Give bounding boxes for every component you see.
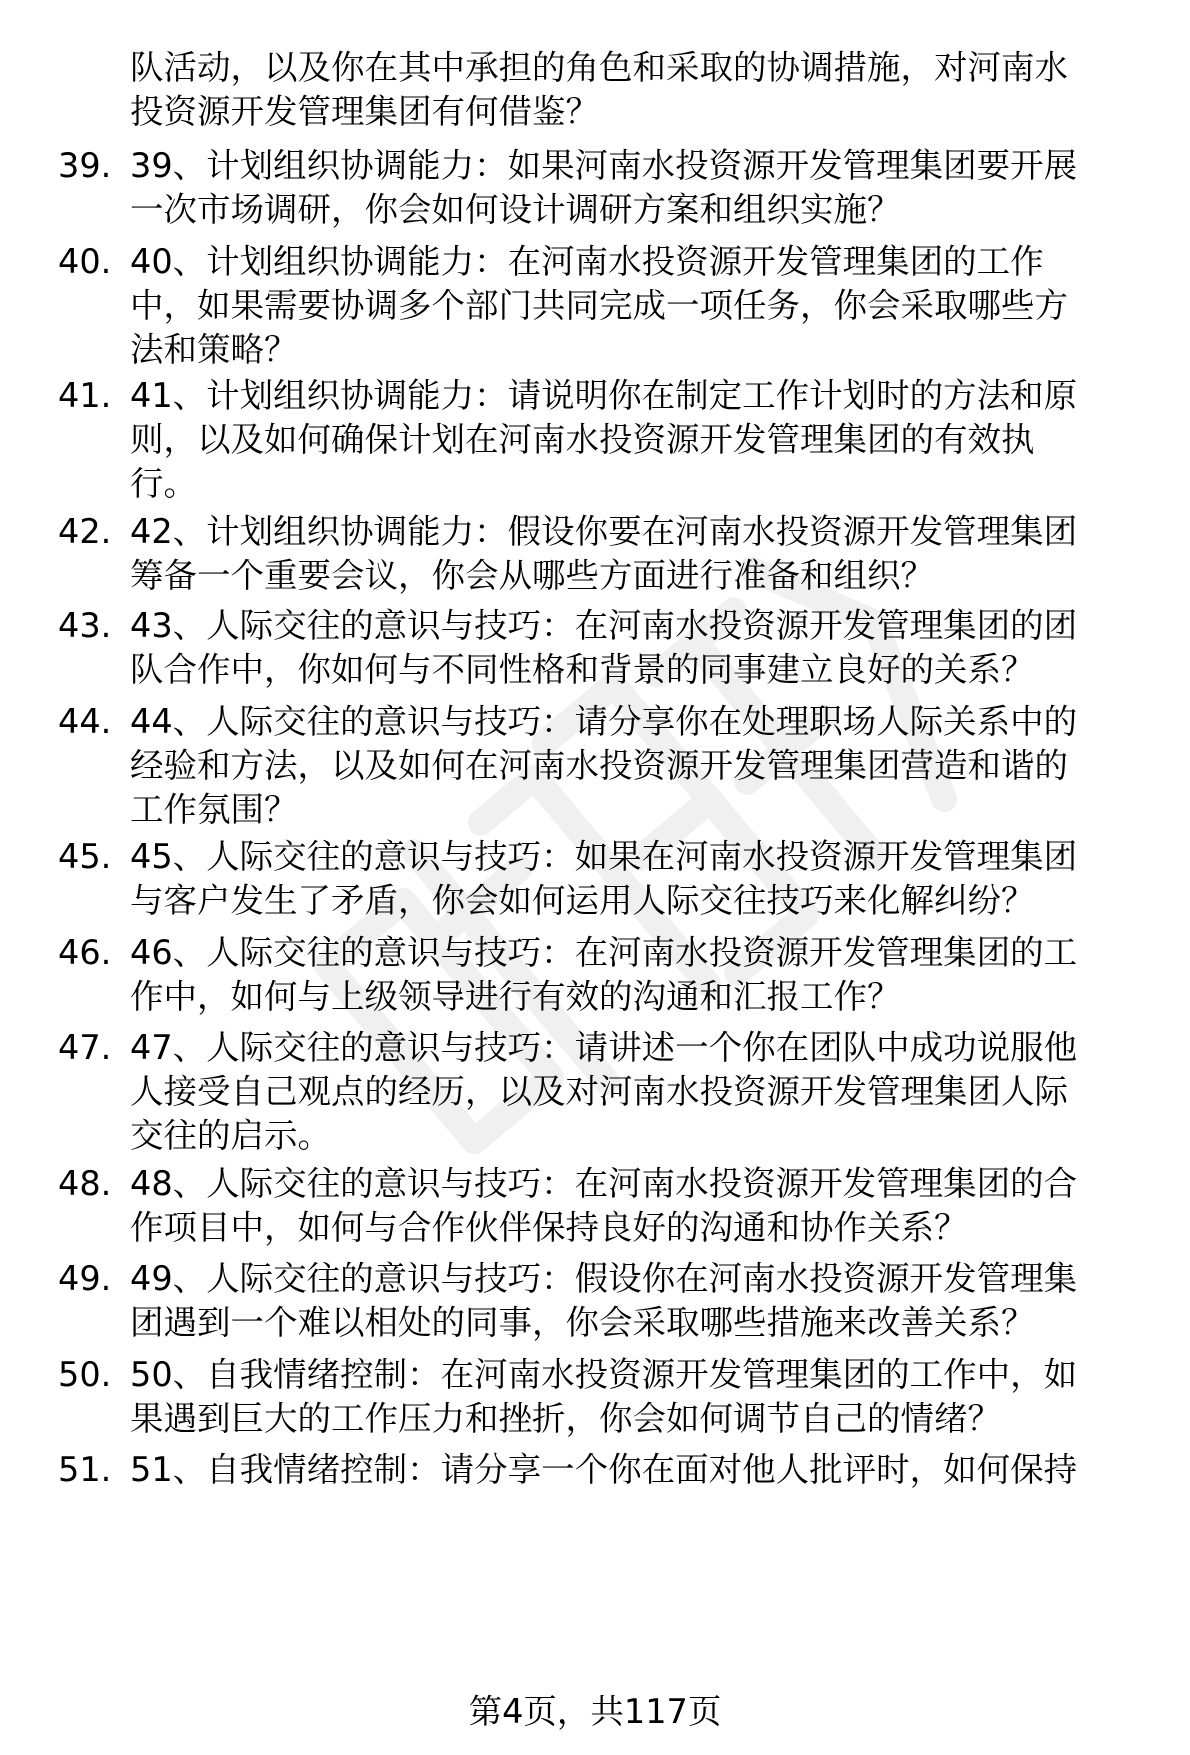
item-text-line: 41、计划组织协调能力：请说明你在制定工作计划时的方法和原	[130, 376, 1078, 415]
item-text-line: 与客户发生了矛盾，你会如何运用人际交往技巧来化解纠纷？	[130, 881, 1035, 920]
continuation-line: 队活动，以及你在其中承担的角色和采取的协调措施，对河南水	[130, 48, 1068, 87]
item-text-line: 48、人际交往的意识与技巧：在河南水投资源开发管理集团的合	[130, 1164, 1078, 1203]
item-number: 51.	[58, 1450, 112, 1489]
item-number: 39.	[58, 146, 112, 185]
item-number: 46.	[58, 933, 112, 972]
item-text-line: 40、计划组织协调能力：在河南水投资源开发管理集团的工作	[130, 242, 1044, 281]
item-number: 47.	[58, 1028, 112, 1067]
item-text-line: 50、自我情绪控制：在河南水投资源开发管理集团的工作中，如	[130, 1355, 1078, 1394]
item-text-line: 队合作中，你如何与不同性格和背景的同事建立良好的关系？	[130, 650, 1035, 689]
item-text-line: 作项目中，如何与合作伙伴保持良好的沟通和协作关系？	[130, 1208, 968, 1247]
item-text-line: 中，如果需要协调多个部门共同完成一项任务，你会采取哪些方	[130, 286, 1068, 325]
item-text-line: 交往的启示。	[130, 1116, 331, 1155]
item-number: 45.	[58, 837, 112, 876]
item-number: 42.	[58, 512, 112, 551]
item-text-line: 果遇到巨大的工作压力和挫折，你会如何调节自己的情绪？	[130, 1399, 1001, 1438]
item-text-line: 作中，如何与上级领导进行有效的沟通和汇报工作？	[130, 977, 901, 1016]
continuation-line: 投资源开发管理集团有何借鉴？	[130, 92, 599, 131]
item-number: 50.	[58, 1355, 112, 1394]
item-text-line: 43、人际交往的意识与技巧：在河南水投资源开发管理集团的团	[130, 606, 1078, 645]
item-text-line: 49、人际交往的意识与技巧：假设你在河南水投资源开发管理集	[130, 1259, 1078, 1298]
item-text-line: 工作氛围？	[130, 790, 298, 829]
item-number: 44.	[58, 702, 112, 741]
item-text-line: 团遇到一个难以相处的同事，你会采取哪些措施来改善关系？	[130, 1303, 1035, 1342]
item-text-line: 则，以及如何确保计划在河南水投资源开发管理集团的有效执	[130, 420, 1035, 459]
item-number: 48.	[58, 1164, 112, 1203]
item-text-line: 法和策略？	[130, 330, 298, 369]
item-text-line: 人接受自己观点的经历，以及对河南水投资源开发管理集团人际	[130, 1072, 1068, 1111]
item-text-line: 一次市场调研，你会如何设计调研方案和组织实施？	[130, 190, 901, 229]
item-text-line: 44、人际交往的意识与技巧：请分享你在处理职场人际关系中的	[130, 702, 1078, 741]
item-text-line: 行。	[130, 464, 197, 503]
item-text-line: 39、计划组织协调能力：如果河南水投资源开发管理集团要开展	[130, 146, 1078, 185]
item-text-line: 42、计划组织协调能力：假设你要在河南水投资源开发管理集团	[130, 512, 1078, 551]
item-number: 49.	[58, 1259, 112, 1298]
item-number: 41.	[58, 376, 112, 415]
item-text-line: 47、人际交往的意识与技巧：请讲述一个你在团队中成功说服他	[130, 1028, 1078, 1067]
item-text-line: 46、人际交往的意识与技巧：在河南水投资源开发管理集团的工	[130, 933, 1078, 972]
item-text-line: 筹备一个重要会议，你会从哪些方面进行准备和组织？	[130, 556, 934, 595]
item-number: 43.	[58, 606, 112, 645]
item-number: 40.	[58, 242, 112, 281]
page-footer: 第4页，共117页	[468, 1692, 722, 1731]
item-text-line: 45、人际交往的意识与技巧：如果在河南水投资源开发管理集团	[130, 837, 1078, 876]
item-text-line: 经验和方法，以及如何在河南水投资源开发管理集团营造和谐的	[130, 746, 1068, 785]
item-text-line: 51、自我情绪控制：请分享一个你在面对他人批评时，如何保持	[130, 1450, 1078, 1489]
